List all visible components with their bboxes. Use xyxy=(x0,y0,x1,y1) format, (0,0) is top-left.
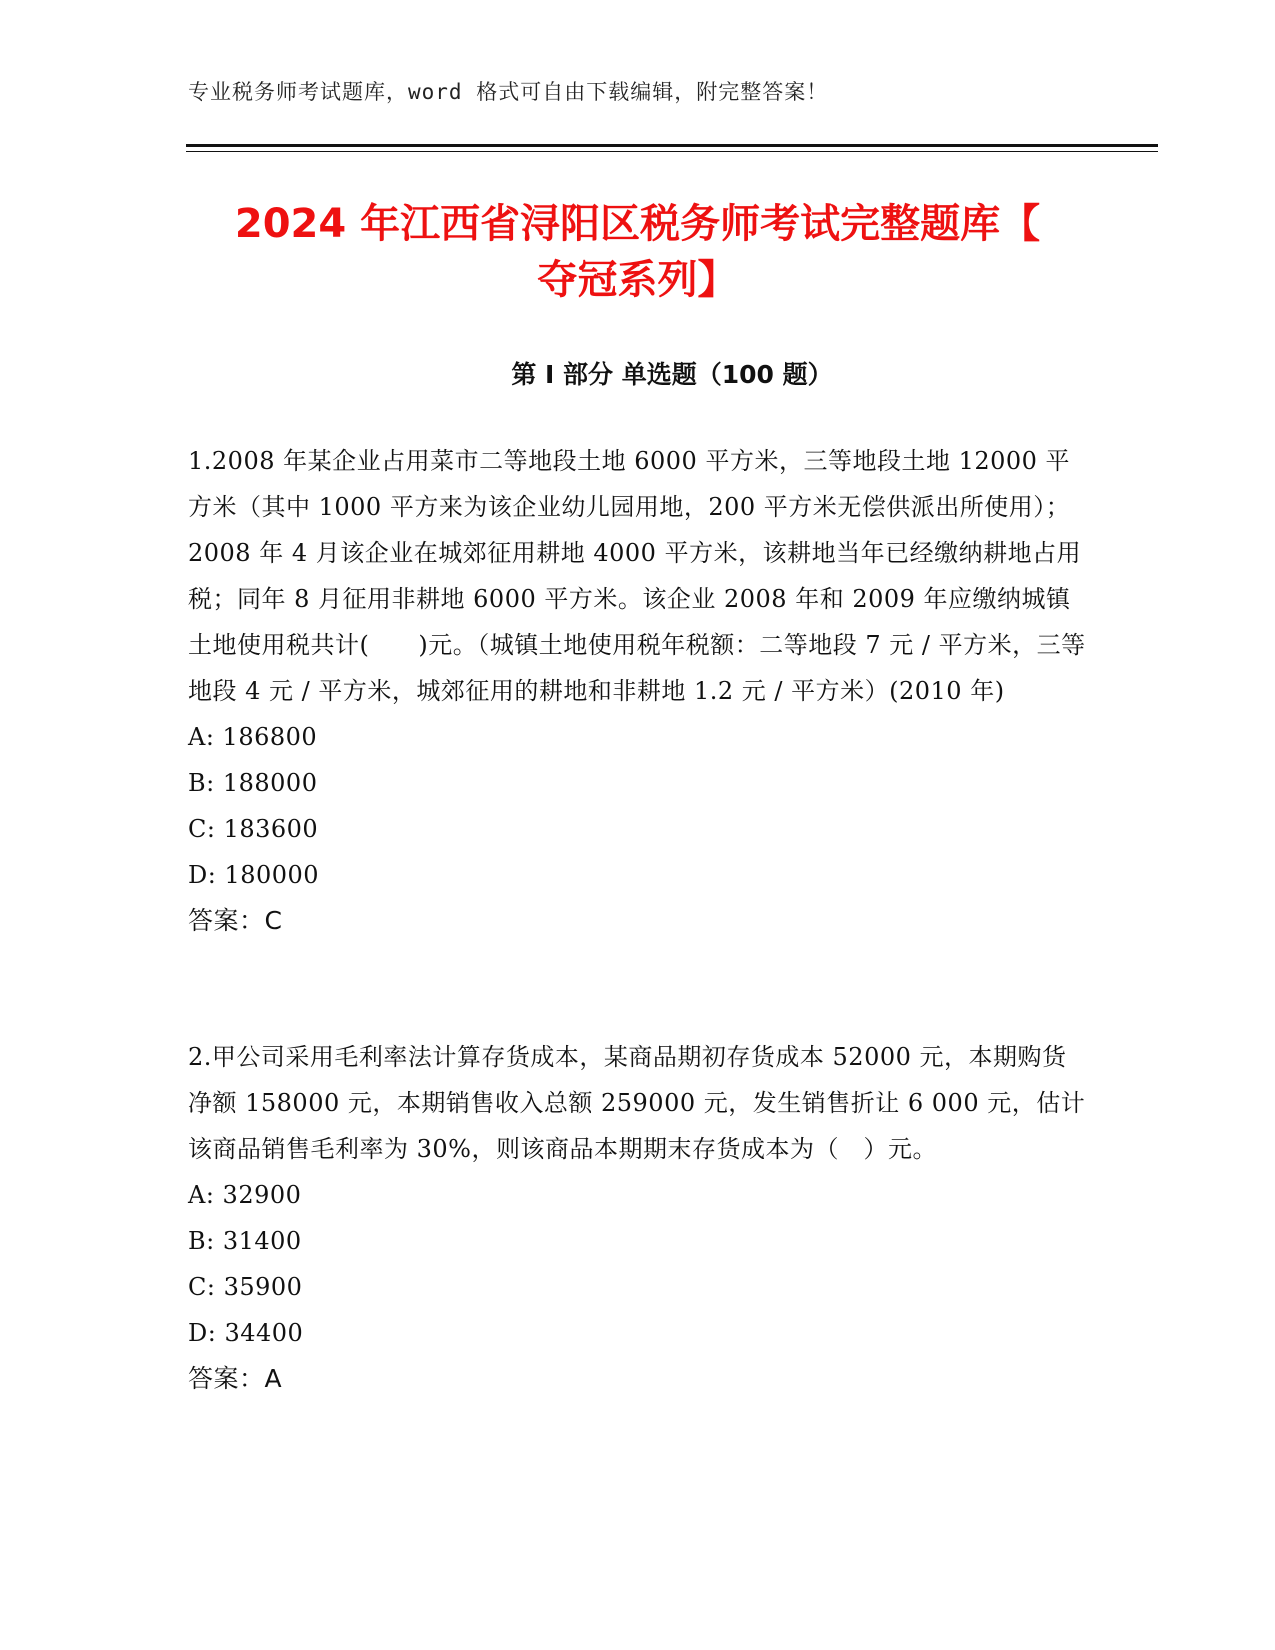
option-b: B: 31400 xyxy=(188,1227,302,1255)
option-a: A: 32900 xyxy=(188,1181,302,1209)
title-line-1: 2024 年江西省浔阳区税务师考试完整题库【 xyxy=(234,201,1041,247)
header-rule-thin xyxy=(186,151,1158,152)
question-2 xyxy=(188,1034,1088,1402)
section-heading: 第 I 部分 单选题（100 题） xyxy=(511,360,833,389)
question-stem: 2.甲公司采用毛利率法计算存货成本，某商品期初存货成本 52000 元，本期购货净额 158000 元，本期销售收入总额 259000 元，发生销售折让 6 000 元，估计该商品销售毛利率为 30%，则该商品本期期末存货成本为（ ）元。 xyxy=(188,1043,1086,1163)
option-a: A: 186800 xyxy=(188,723,318,751)
option-d: D: 34400 xyxy=(188,1319,304,1347)
question-stem: 1.2008 年某企业占用菜市二等地段土地 6000 平方米，三等地段土地 12000 平方米（其中 1000 平方来为该企业幼儿园用地，200 平方米无偿供派出所使用）；2008 年 4 月该企业在城郊征用耕地 4000 平方米，该耕地当年已经缴纳耕地占用税；同年 8 月征用非耕地 6000 平方米。该企业 2008 年和 2009 年应缴纳城镇土地使用税共计( )元。（城镇土地使用税年税额：二等地段 7 元 / 平方米，三等地段 4 元 / 平方米，城郊征用的耕地和非耕地 1.2 元 / 平方米）(2010 年) xyxy=(188,447,1086,705)
question-1 xyxy=(188,438,1088,944)
header-note: 专业税务师考试题库，word 格式可自由下载编辑，附完整答案！ xyxy=(188,80,829,104)
option-d: D: 180000 xyxy=(188,861,320,889)
option-c: C: 183600 xyxy=(188,815,319,843)
answer: 答案：A xyxy=(188,1364,283,1393)
header-rule xyxy=(186,144,1158,147)
title-line-2: 夺冠系列】 xyxy=(537,257,738,303)
option-b: B: 188000 xyxy=(188,769,318,797)
document-title xyxy=(150,196,1125,308)
option-c: C: 35900 xyxy=(188,1273,303,1301)
answer: 答案：C xyxy=(188,906,283,935)
